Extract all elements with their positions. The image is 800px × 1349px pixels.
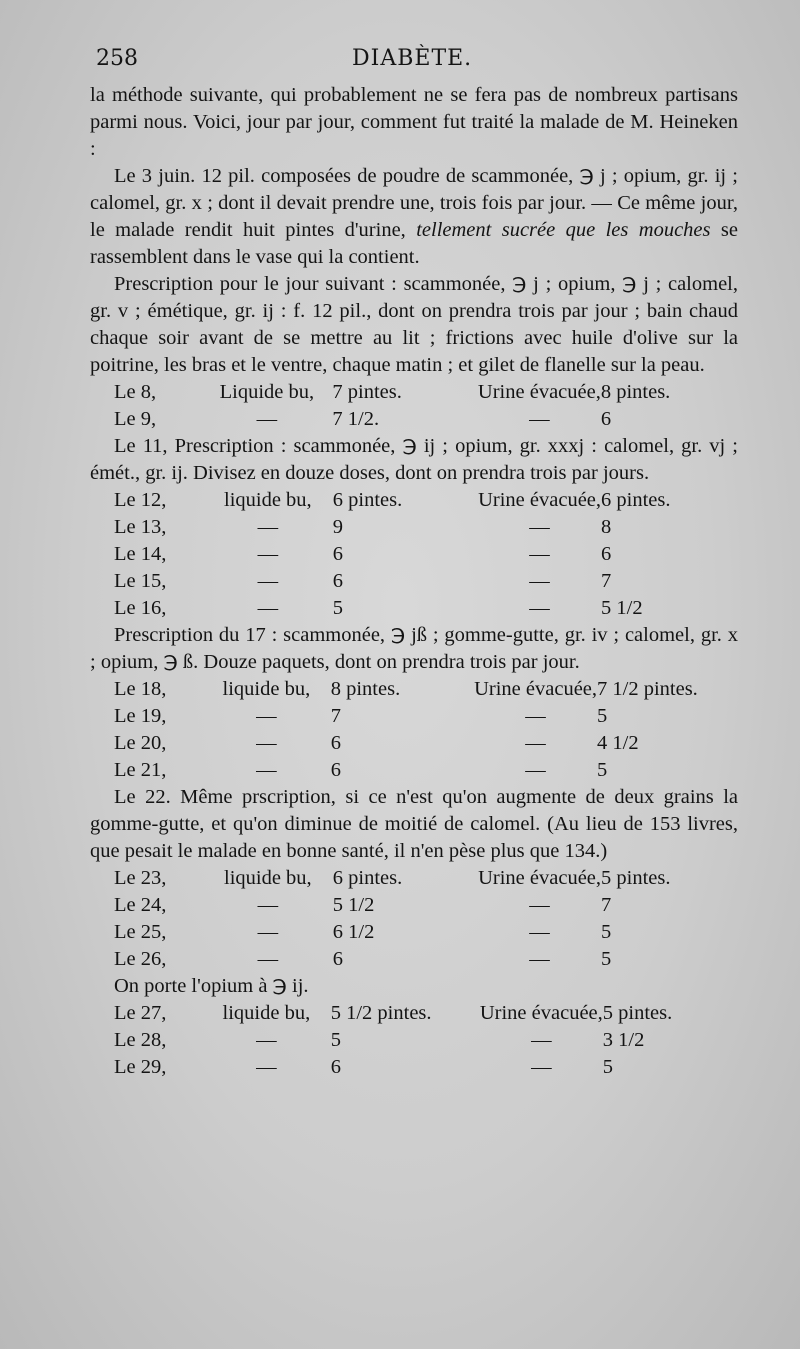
table-cell: 5 [332, 597, 344, 619]
paragraph: Le 22. Même prscription, si ce n'est qu'on augmente de deux grains la gomme-gutte, et qu'on diminue de moitié de calomel. (Au lieu de 153 livres, que pesait le malade en bonne santé, il n'en pèse plus que 134.) [90, 786, 738, 862]
table-row [90, 1054, 738, 1081]
table-cell: — [529, 543, 550, 565]
table-cell: — [529, 597, 550, 619]
table-cell: 7 [601, 894, 612, 916]
table-cell: 6 [330, 759, 341, 781]
table-row [90, 730, 738, 757]
table-cell: Le 27, [114, 1002, 167, 1024]
table-cell: 5 [602, 1056, 614, 1078]
paragraph: la méthode suivante, qui probablement ne se fera pas de nombreux partisans parmi nous. Voici, jour par jour, comment fut traité la malade de M. Heineken : [90, 84, 738, 160]
table-cell: Urine évacuée, [479, 1002, 603, 1024]
table-cell: Le 23, [114, 867, 167, 889]
table-cell: 3 1/2 [602, 1029, 645, 1051]
table-cell: Urine évacuée, [477, 381, 601, 403]
table-cell: — [256, 705, 277, 727]
paragraph: Le 11, Prescription : scammonée, ℈ ij ; opium, gr. xxxj : calomel, gr. vj ; émét., gr. ij. Divisez en douze doses, dont on prendra trois par jours. [90, 435, 738, 484]
table-cell: — [525, 705, 546, 727]
table-cell: liquide bu, [222, 1002, 311, 1024]
paragraph: On porte l'opium à ℈ ij. [114, 975, 309, 997]
table-cell: 5 1/2 [332, 894, 375, 916]
table-cell: 8 pintes. [330, 678, 401, 700]
table-cell: 6 [330, 1056, 341, 1078]
table-cell: 7 1/2 pintes. [597, 678, 698, 700]
table-cell: Le 13, [114, 516, 167, 538]
running-title: DIABÈTE. [352, 46, 473, 71]
table-cell: 6 pintes. [332, 867, 403, 889]
table-cell: 9 [332, 516, 344, 538]
table-cell: — [256, 1029, 277, 1051]
table-cell: — [529, 408, 550, 430]
table-cell: 7 1/2. [332, 408, 380, 430]
table-cell: 6 [332, 570, 344, 592]
daily-log-table [90, 487, 738, 622]
table-cell: 5 1/2 [601, 597, 643, 619]
table-cell: — [531, 1056, 552, 1078]
table-cell: 6 1/2 [332, 921, 375, 943]
table-cell: Le 29, [114, 1056, 167, 1078]
table-row [90, 757, 738, 784]
table-cell: 6 [601, 543, 612, 565]
paragraph-text: Le 3 juin. 12 pil. composées de poudre de scammonée, ℈ j ; opium, gr. ij ; calomel, gr. x ; dont il devait prendre une, trois fois par jour. — Ce même jour, le malade rendit huit pintes d'urine, [90, 165, 738, 241]
table-cell: — [257, 516, 279, 538]
table-row [90, 919, 738, 946]
table-row [90, 595, 738, 622]
table-cell: Le 15, [114, 570, 167, 592]
table-cell: — [257, 948, 279, 970]
table-cell: — [529, 894, 550, 916]
table-cell: Urine évacuée, [478, 489, 602, 511]
table-row [90, 379, 738, 406]
table-row [90, 541, 738, 568]
table-cell: liquide bu, [224, 489, 312, 511]
paragraph: Prescription du 17 : scammonée, ℈ jß ; gomme-gutte, gr. iv ; calomel, gr. x ; opium, ℈ ß. Douze paquets, dont on prendra trois par jour. [90, 624, 738, 673]
table-row [90, 892, 738, 919]
table-cell: Le 18, [114, 678, 167, 700]
table-row [90, 703, 738, 730]
table-cell: — [256, 408, 278, 430]
table-cell: — [257, 543, 279, 565]
table-cell: 7 [330, 705, 341, 727]
table-cell: — [257, 894, 279, 916]
table-cell: — [256, 759, 277, 781]
table-cell: — [257, 921, 279, 943]
table-cell: Urine évacuée, [478, 867, 602, 889]
table-cell: — [531, 1029, 552, 1051]
table-cell: Le 16, [114, 597, 167, 619]
table-cell: — [529, 570, 550, 592]
table-cell: 6 pintes. [601, 489, 671, 511]
table-cell: 5 [597, 759, 608, 781]
daily-log-table [90, 865, 738, 973]
italic-phrase: tellement sucrée que les mouches [416, 219, 711, 241]
table-cell: Le 26, [114, 948, 167, 970]
page-body [90, 82, 738, 1081]
table-cell: 5 [597, 705, 608, 727]
table-cell: Le 28, [114, 1029, 167, 1051]
table-cell: Le 12, [114, 489, 167, 511]
page-header [96, 46, 736, 82]
page-number: 258 [96, 46, 138, 71]
table-row [90, 946, 738, 973]
table-cell: 4 1/2 [597, 732, 639, 754]
table-cell: 6 [600, 408, 612, 430]
table-cell: — [529, 516, 550, 538]
daily-log-table [90, 1000, 738, 1081]
table-cell: 8 pintes. [600, 381, 671, 403]
table-cell: 5 1/2 pintes. [330, 1002, 432, 1024]
table-row [90, 514, 738, 541]
table-row [90, 406, 738, 433]
table-cell: 5 pintes. [601, 867, 671, 889]
daily-log-table [90, 379, 738, 433]
table-cell: — [257, 570, 279, 592]
table-cell: Le 9, [114, 408, 157, 430]
table-cell: 5 pintes. [602, 1002, 673, 1024]
table-cell: Liquide bu, [219, 381, 315, 403]
table-cell: — [257, 597, 279, 619]
table-cell: — [529, 948, 550, 970]
table-cell: liquide bu, [224, 867, 312, 889]
table-cell: Le 20, [114, 732, 167, 754]
table-cell: — [256, 1056, 277, 1078]
table-cell: 6 pintes. [332, 489, 403, 511]
table-cell: — [525, 759, 546, 781]
table-cell: — [256, 732, 277, 754]
table-cell: 7 pintes. [332, 381, 402, 403]
table-cell: Urine évacuée, [474, 678, 598, 700]
table-cell: 6 [332, 948, 344, 970]
table-row [90, 865, 738, 892]
table-cell: 7 [601, 570, 612, 592]
table-cell: Le 14, [114, 543, 167, 565]
table-row [90, 487, 738, 514]
table-row [90, 1000, 738, 1027]
paragraph [90, 163, 738, 271]
table-cell: Le 19, [114, 705, 167, 727]
table-cell: 5 [601, 948, 612, 970]
table-cell: liquide bu, [222, 678, 311, 700]
table-cell: Le 24, [114, 894, 167, 916]
table-cell: 6 [330, 732, 341, 754]
table-row [90, 1027, 738, 1054]
paragraph: Prescription pour le jour suivant : scammonée, ℈ j ; opium, ℈ j ; calomel, gr. v ; émétique, gr. ij : f. 12 pil., dont on prendra trois par jour ; bain chaud chaque soir avant de se mettre au lit ; frictions avec huile d'olive sur la poitrine, les bras et le ventre, chaque matin ; et gilet de flanelle sur la peau. [90, 273, 738, 376]
table-cell: Le 21, [114, 759, 167, 781]
table-row [90, 676, 738, 703]
paragraph-text: se rassemblent dans le vase qui la contient. [90, 219, 738, 268]
table-row [90, 568, 738, 595]
daily-log-table [90, 676, 738, 784]
table-cell: 5 [330, 1029, 341, 1051]
table-cell: 5 [601, 921, 612, 943]
table-cell: 8 [601, 516, 612, 538]
table-cell: 6 [332, 543, 344, 565]
table-cell: Le 8, [114, 381, 157, 403]
table-cell: — [525, 732, 546, 754]
table-cell: — [529, 921, 550, 943]
table-cell: Le 25, [114, 921, 167, 943]
